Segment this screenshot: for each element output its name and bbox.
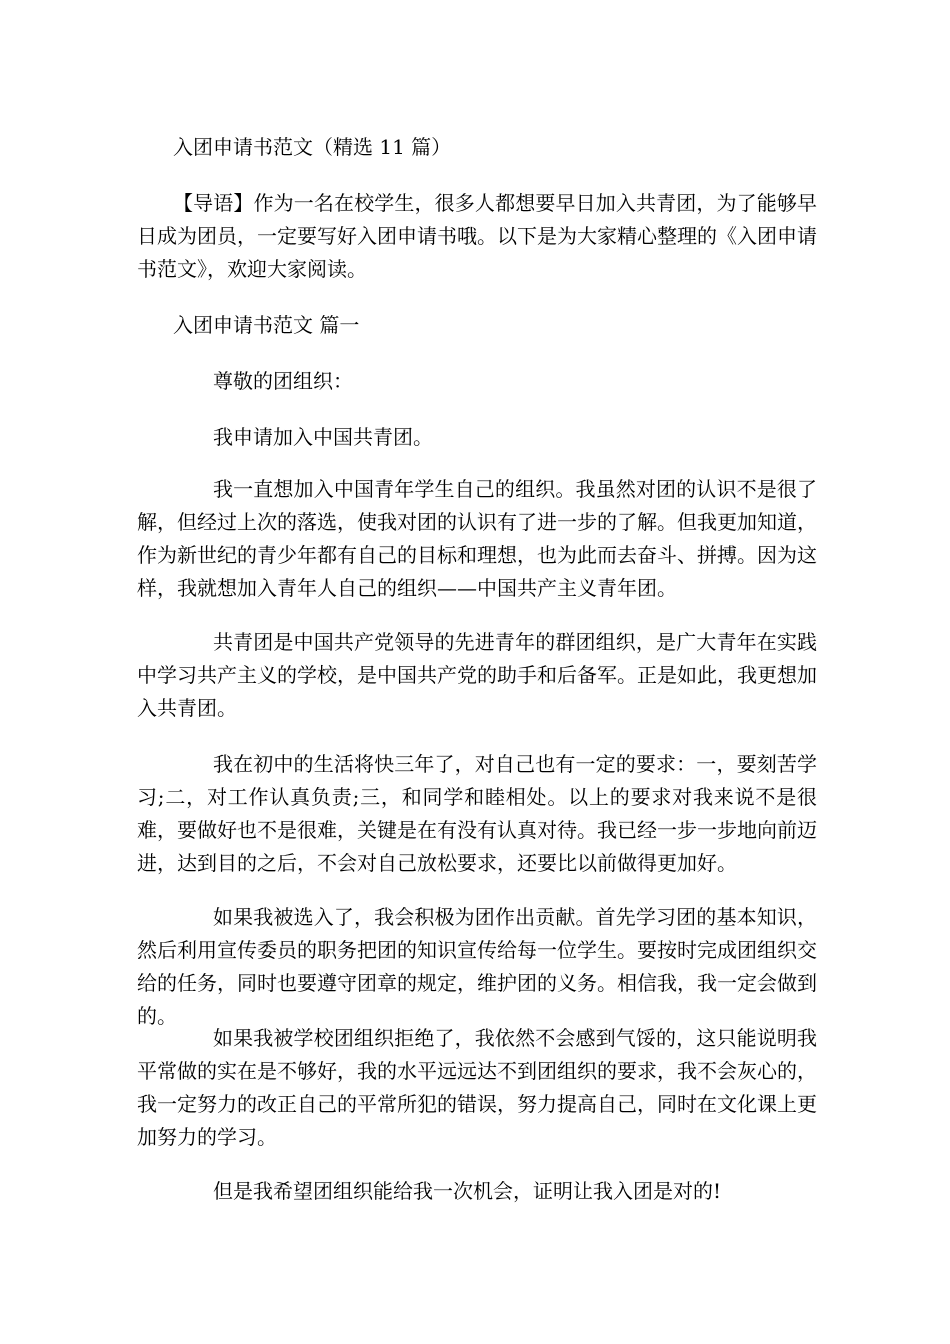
body-paragraph-7: 但是我希望团组织能给我一次机会，证明让我入团是对的! bbox=[213, 1179, 722, 1203]
body-paragraph-2: 我一直想加入中国青年学生自己的组织。我虽然对团的认识不是很了解，但经过上次的落选，使我对团的认识有了进一步的了解。但我更加知道，作为新世纪的青少年都有自己的目标和理想，也为此而去奋斗、拼搏。因为这样，我就想加入青年人自己的组织——中国共产主义青年团。 bbox=[137, 477, 817, 600]
intro-paragraph: 【导语】作为一名在校学生，很多人都想要早日加入共青团，为了能够早日成为团员，一定要写好入团申请书哦。以下是为大家精心整理的《入团申请书范文》，欢迎大家阅读。 bbox=[137, 191, 817, 281]
body-paragraph-5: 如果我被选入了，我会积极为团作出贡献。首先学习团的基本知识，然后利用宣传委员的职务把团的知识宣传给每一位学生。要按时完成团组织交给的任务，同时也要遵守团章的规定，维护团的义务。相信我，我一定会做到的。 bbox=[137, 905, 817, 1028]
body-paragraph-4: 我在初中的生活将快三年了，对自己也有一定的要求：一，要刻苦学习;二，对工作认真负责;三，和同学和睦相处。以上的要求对我来说不是很难，要做好也不是很难，关键是在有没有认真对待。我已经一步一步地向前迈进，达到目的之后，不会对自己放松要求，还要比以前做得更加好。 bbox=[137, 752, 817, 875]
body-paragraph-1: 我申请加入中国共青团。 bbox=[213, 425, 433, 449]
document-title: 入团申请书范文（精选 11 篇） bbox=[173, 135, 452, 159]
body-paragraph-6: 如果我被学校团组织拒绝了，我依然不会感到气馁的，这只能说明我平常做的实在是不够好，我的水平远远达不到团组织的要求，我不会灰心的，我一定努力的改正自己的平常所犯的错误，努力提高自己，同时在文化课上更加努力的学习。 bbox=[137, 1026, 817, 1149]
salutation: 尊敬的团组织： bbox=[213, 369, 353, 393]
body-paragraph-3: 共青团是中国共产党领导的先进青年的群团组织，是广大青年在实践中学习共产主义的学校，是中国共产党的助手和后备军。正是如此，我更想加入共青团。 bbox=[137, 630, 817, 720]
document-page bbox=[137, 0, 817, 1344]
section-heading: 入团申请书范文 篇一 bbox=[173, 313, 360, 337]
